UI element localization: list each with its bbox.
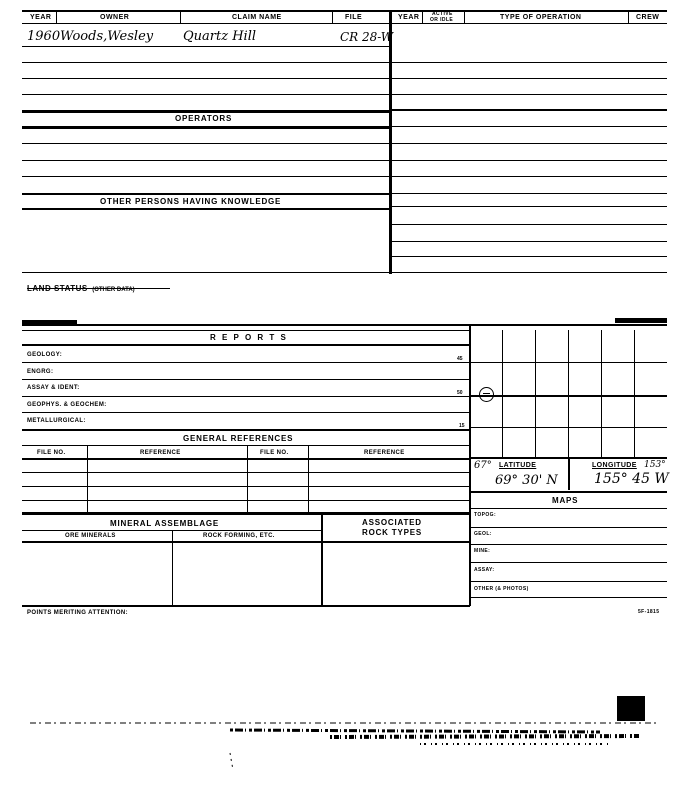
ops-row-rule bbox=[392, 272, 667, 273]
row-rule bbox=[22, 160, 390, 161]
main-vertical-divider bbox=[389, 10, 392, 274]
scan-streak bbox=[230, 730, 600, 732]
mineral-ore: ORE MINERALS bbox=[65, 533, 116, 539]
report-num: 50 bbox=[457, 390, 463, 396]
points-meriting-label: POINTS MERITING ATTENTION: bbox=[27, 610, 129, 616]
report-geology: GEOLOGY: bbox=[27, 352, 63, 358]
land-status-underline bbox=[27, 288, 170, 289]
col-active-l2: OR IDLE bbox=[430, 17, 454, 23]
grid-line bbox=[568, 330, 569, 457]
ops-col-divider bbox=[464, 10, 465, 24]
mineral-header-bottom bbox=[22, 541, 470, 543]
ops-row-rule bbox=[392, 224, 667, 225]
lat-mark: 67° bbox=[474, 460, 492, 471]
maps-header-bottom bbox=[470, 508, 667, 509]
other-persons-top-rule bbox=[22, 193, 390, 195]
row-rule bbox=[22, 46, 390, 47]
mineral-col-divider-heavy bbox=[321, 514, 323, 605]
col-claim-name: CLAIM NAME bbox=[232, 14, 282, 21]
entry-year: 1960 bbox=[27, 29, 61, 44]
maps-row-rule bbox=[470, 544, 667, 545]
maps-topog: TOPOG: bbox=[474, 512, 497, 518]
entry-claim: Quartz Hill bbox=[183, 29, 257, 44]
references-bottom-rule bbox=[22, 512, 470, 515]
entry-file: CR 28-W bbox=[340, 30, 394, 44]
col-divider bbox=[332, 10, 333, 24]
ref-col-file-no2: FILE NO. bbox=[260, 450, 289, 456]
reports-top-rule bbox=[22, 324, 667, 326]
scan-speck bbox=[230, 753, 233, 770]
longitude-value: 155° 45 W bbox=[594, 471, 669, 487]
ref-col-file-no: FILE NO. bbox=[37, 450, 66, 456]
ops-row-rule-heavy bbox=[392, 109, 667, 111]
land-status-main: LAND STATUS bbox=[27, 284, 88, 293]
col-divider bbox=[180, 10, 181, 24]
maps-geol: GEOL: bbox=[474, 531, 492, 537]
reports-header-top bbox=[22, 330, 470, 331]
row-rule bbox=[22, 94, 390, 95]
ref-col-reference: REFERENCE bbox=[140, 450, 181, 456]
col-divider bbox=[56, 10, 57, 24]
report-num: 45 bbox=[457, 356, 463, 362]
row-rule bbox=[22, 176, 390, 177]
scan-noise-band bbox=[0, 690, 678, 780]
report-row-rule bbox=[22, 396, 470, 397]
right-panel-divider bbox=[469, 324, 471, 606]
mineral-assemblage-title: MINERAL ASSEMBLAGE bbox=[110, 519, 220, 528]
report-metallurgical: METALLURGICAL: bbox=[27, 418, 86, 424]
land-status-label bbox=[27, 278, 135, 296]
ops-row-rule bbox=[392, 78, 667, 79]
header-underline bbox=[22, 23, 390, 24]
ops-row-rule bbox=[392, 206, 667, 207]
references-col-divider bbox=[247, 445, 248, 513]
col-active-l1: ACTIVE bbox=[432, 11, 453, 17]
scan-block bbox=[617, 696, 645, 721]
other-persons-title: OTHER PERSONS HAVING KNOWLEDGE bbox=[100, 197, 282, 206]
report-assay: ASSAY & IDENT: bbox=[27, 385, 80, 391]
location-circle-marker bbox=[479, 387, 494, 402]
grid-line bbox=[470, 395, 667, 397]
row-rule bbox=[22, 143, 390, 144]
land-status-sub: (OTHER DATA) bbox=[92, 287, 135, 293]
scan-mark bbox=[615, 318, 667, 323]
ops-row-rule bbox=[392, 62, 667, 63]
col-crew: CREW bbox=[636, 14, 660, 21]
maps-row-rule bbox=[470, 597, 667, 598]
reports-header-bottom bbox=[22, 344, 470, 346]
col-year: YEAR bbox=[30, 14, 52, 21]
row-rule bbox=[22, 78, 390, 79]
operators-top-rule bbox=[22, 110, 390, 113]
left-block-bottom-rule bbox=[22, 272, 390, 273]
mineral-col-divider bbox=[172, 530, 173, 605]
longitude-label: LONGITUDE bbox=[592, 462, 637, 469]
ops-row-rule bbox=[392, 126, 667, 127]
ops-row-rule bbox=[392, 160, 667, 161]
location-marker-tick bbox=[483, 393, 490, 394]
grid-line bbox=[502, 330, 503, 457]
scan-streak bbox=[330, 736, 640, 737]
mineral-bottom-rule bbox=[22, 605, 470, 607]
report-row-rule bbox=[22, 379, 470, 380]
report-row-rule bbox=[22, 412, 470, 413]
references-rule bbox=[22, 445, 470, 446]
entry-owner: Woods,Wesley bbox=[60, 29, 154, 44]
report-row-rule-heavy bbox=[22, 429, 470, 431]
maps-assay: ASSAY: bbox=[474, 567, 495, 573]
operators-bottom-rule bbox=[22, 126, 390, 129]
references-col-divider bbox=[87, 445, 88, 513]
report-geophys: GEOPHYS. & GEOCHEM: bbox=[27, 402, 107, 408]
grid-line bbox=[634, 330, 635, 457]
top-left-header-rule bbox=[22, 10, 390, 12]
references-row-rule bbox=[22, 500, 470, 501]
ops-row-rule bbox=[392, 193, 667, 194]
report-engrg: ENGRG: bbox=[27, 369, 54, 375]
form-number: 5F-1815 bbox=[638, 609, 660, 615]
ops-row-rule bbox=[392, 143, 667, 144]
report-row-rule bbox=[22, 362, 470, 363]
ops-row-rule bbox=[392, 241, 667, 242]
grid-line bbox=[601, 330, 602, 457]
operators-title: OPERATORS bbox=[175, 114, 233, 123]
maps-row-rule bbox=[470, 562, 667, 563]
latitude-value: 69° 30' N bbox=[495, 473, 558, 488]
ref-col-reference2: REFERENCE bbox=[364, 450, 405, 456]
ops-col-divider bbox=[422, 10, 423, 24]
references-row-rule bbox=[22, 486, 470, 487]
associated-l1: ASSOCIATED bbox=[362, 518, 422, 527]
col-type-operation: TYPE OF OPERATION bbox=[500, 14, 582, 21]
references-col-divider bbox=[308, 445, 309, 513]
lon-mark: 153° bbox=[644, 460, 666, 470]
maps-title: MAPS bbox=[552, 496, 579, 505]
other-persons-bottom-rule bbox=[22, 208, 390, 210]
maps-row-rule bbox=[470, 527, 667, 528]
mineral-rock-forming: ROCK FORMING, ETC. bbox=[203, 533, 275, 539]
maps-row-rule bbox=[470, 581, 667, 582]
report-num: 15 bbox=[459, 423, 465, 429]
latlon-divider bbox=[568, 459, 570, 490]
ops-row-rule bbox=[392, 94, 667, 95]
grid-line bbox=[470, 427, 667, 428]
ops-row-rule bbox=[392, 256, 667, 257]
reports-title: R E P O R T S bbox=[210, 333, 288, 342]
row-rule bbox=[22, 62, 390, 63]
grid-line bbox=[470, 362, 667, 363]
col-owner: OWNER bbox=[100, 14, 130, 21]
grid-line bbox=[535, 330, 536, 457]
maps-other: OTHER (& PHOTOS) bbox=[474, 586, 529, 592]
references-header-bottom bbox=[22, 458, 470, 460]
references-row-rule bbox=[22, 472, 470, 473]
col-year2: YEAR bbox=[398, 14, 420, 21]
maps-top-rule bbox=[470, 491, 667, 493]
associated-l2: ROCK TYPES bbox=[362, 528, 423, 537]
latitude-label: LATITUDE bbox=[499, 462, 537, 469]
ops-col-divider bbox=[628, 10, 629, 24]
maps-mine: MINE: bbox=[474, 548, 491, 554]
general-references-title: GENERAL REFERENCES bbox=[183, 434, 294, 443]
col-file: FILE bbox=[345, 14, 363, 21]
ops-row-rule bbox=[392, 176, 667, 177]
